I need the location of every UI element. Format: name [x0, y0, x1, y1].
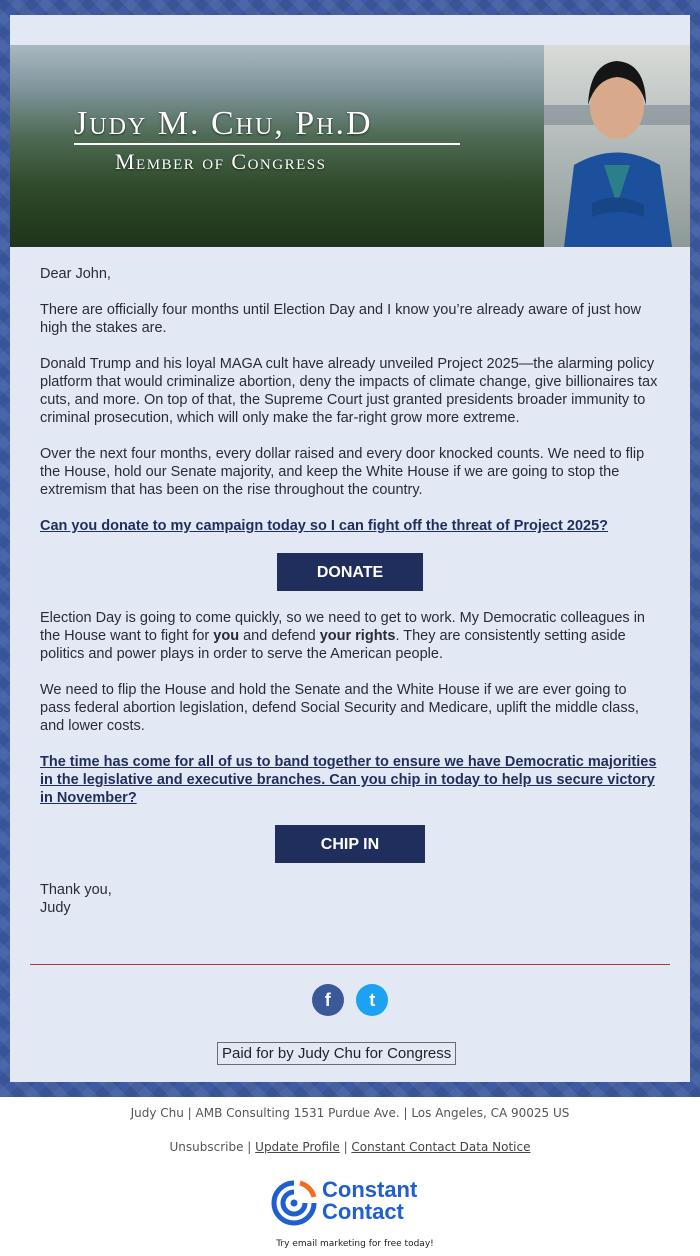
emphasis-you: you — [213, 628, 240, 644]
twitter-icon[interactable]: t — [356, 984, 388, 1016]
chip-in-button[interactable]: CHIP IN — [275, 825, 425, 863]
brand-tagline: Try email marketing for free today! — [276, 1239, 434, 1249]
footer-separator: | — [243, 1140, 256, 1154]
donate-button-wrap — [40, 553, 660, 591]
paragraph-4-a: Election Day is going to come quickly, so we need to get to work. My Democratic colleagues in the House want to fight for — [40, 610, 645, 644]
greeting: Dear John, — [40, 266, 111, 282]
donate-callout — [40, 517, 660, 535]
emphasis-your-rights: your rights — [319, 628, 396, 644]
footer-links — [0, 1140, 700, 1154]
header-banner — [10, 45, 690, 247]
email-body — [10, 15, 690, 1082]
constant-contact-logo[interactable] — [270, 1177, 440, 1249]
update-profile-link[interactable]: Update Profile — [255, 1140, 340, 1154]
portrait-photo — [544, 45, 690, 247]
paragraph-4 — [40, 609, 660, 663]
data-notice-link[interactable]: Constant Contact Data Notice — [351, 1140, 531, 1154]
unsubscribe-link[interactable]: Unsubscribe — [169, 1140, 244, 1154]
signoff: Thank you, — [40, 882, 112, 898]
donate-button[interactable]: DONATE — [277, 553, 423, 591]
brand-line-2: Contact — [322, 1199, 404, 1224]
facebook-icon[interactable]: f — [312, 984, 344, 1016]
paragraph-5: We need to flip the House and hold the Senate and the White House if we are ever going to pass federal abortion legislation, defend Social Security and Medicare, uplift the middle class, and lower costs. — [40, 682, 639, 734]
social-links — [10, 984, 690, 1016]
paid-for-disclaimer: Paid for by Judy Chu for Congress — [217, 1042, 456, 1065]
chip-in-link[interactable]: The time has come for all of us to band together to ensure we have Democratic majorities in the legislative and executive branches. Can you chip in today to help us secure victory in November? — [40, 754, 657, 806]
brand-line-1: Constant — [322, 1177, 418, 1202]
paragraph-3: Over the next four months, every dollar raised and every door knocked counts. We need to flip the House, hold our Senate majority, and keep the White House if we are going to stop the extremism that has been on the rise throughout the country. — [40, 446, 645, 498]
constant-contact-icon — [270, 1179, 318, 1227]
sender-address: Judy Chu | AMB Consulting 1531 Purdue Ave. | Los Angeles, CA 90025 US — [130, 1106, 570, 1120]
banner-title: Judy M. Chu, Ph.D — [74, 105, 373, 142]
chip-in-button-wrap — [40, 825, 660, 863]
paragraph-4-b: and defend — [239, 628, 320, 644]
footer-separator: | — [339, 1140, 352, 1154]
letter-content — [40, 265, 660, 917]
donate-link[interactable]: Can you donate to my campaign today so I can fight off the threat of Project 2025? — [40, 518, 608, 534]
banner-subtitle: Member of Congress — [115, 149, 327, 174]
chip-in-callout — [40, 753, 660, 807]
paragraph-2: Donald Trump and his loyal MAGA cult have already unveiled Project 2025—the alarming policy platform that would criminalize abortion, deny the impacts of climate change, give billionaires tax cuts, and more. On top of that, the Supreme Court just granted presidents broader immunity to criminal prosecution, which will only make the far-right grow more extreme. — [40, 356, 658, 426]
banner-rule — [74, 143, 460, 145]
paragraph-4-c: . They are consistently setting aside politics and power plays in order to serve the American people. — [40, 628, 626, 662]
brand-name — [322, 1179, 417, 1223]
footer-divider — [30, 964, 670, 965]
paragraph-1: There are officially four months until Election Day and I know you’re already aware of just how high the stakes are. — [40, 302, 641, 336]
signature: Judy — [40, 900, 71, 916]
email-footer — [0, 1097, 700, 1256]
